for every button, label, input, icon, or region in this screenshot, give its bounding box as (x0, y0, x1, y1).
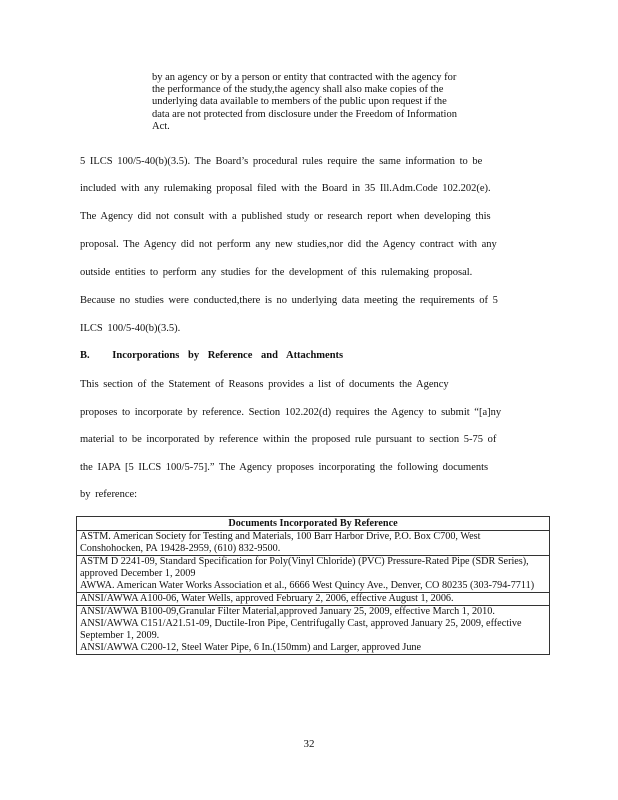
quote-line: underlying data available to members of the public upon request if the (152, 96, 447, 108)
references-table (76, 516, 550, 655)
table-row (77, 531, 550, 556)
block-quote (152, 72, 504, 133)
body-line: material to be incorporated by reference within the proposed rule pursuant to section 5-75 of (80, 434, 497, 445)
body-line: 5 ILCS 100/5-40(b)(3.5). The Board’s procedural rules require the same information to be (80, 156, 483, 167)
body-line: Because no studies were conducted,there is no underlying data meeting the requirements of 5 (80, 295, 498, 306)
reference-entry: AWWA. American Water Works Association et al., 6666 West Quincy Ave., Denver, CO 80235 (303-794-7711) (77, 580, 550, 593)
table-header-row (77, 517, 550, 531)
quote-line: data are not protected from disclosure under the Freedom of Information (152, 108, 457, 120)
body-line: proposal. The Agency did not perform any new studies,nor did the Agency contract with any (80, 239, 497, 250)
body-line: the IAPA [5 ILCS 100/5-75].” The Agency proposes incorporating the following documents (80, 462, 489, 473)
body-line: included with any rulemaking proposal filed with the Board in 35 Ill.Adm.Code 102.202(e). (80, 183, 491, 194)
table-row (77, 556, 550, 581)
quote-line: by an agency or by a person or entity that contracted with the agency for (152, 72, 457, 83)
table-row (77, 618, 550, 642)
reference-entry: ANSI/AWWA A100-06, Water Wells, approved February 2, 2006, effective August 1, 2006. (77, 593, 550, 606)
table-header: Documents Incorporated By Reference (77, 517, 550, 531)
body-line: outside entities to perform any studies for the development of this rulemaking proposal. (80, 267, 473, 278)
reference-entry: ASTM D 2241-09, Standard Specification for Poly(Vinyl Chloride) (PVC) Pressure-Rated Pipe (SDR Series), approved December 1, 2009 (77, 556, 550, 581)
reference-entry: ASTM. American Society for Testing and Materials, 100 Barr Harbor Drive, P.O. Box C700, West Conshohocken, PA 19428-2959, (610) 832-9500. (77, 531, 550, 556)
body-line: This section of the Statement of Reasons provides a list of documents the Agency (80, 379, 449, 390)
section-heading (80, 350, 343, 361)
quote-line: the performance of the study,the agency shall also make copies of the (152, 84, 444, 96)
table-row (77, 580, 550, 593)
page-number: 32 (303, 738, 315, 750)
reference-entry: ANSI/AWWA C200-12, Steel Water Pipe, 6 In.(150mm) and Larger, approved June (77, 642, 550, 655)
section-letter: B. (80, 350, 90, 361)
table-row (77, 642, 550, 655)
table-row (77, 606, 550, 619)
quote-line: Act. (152, 120, 170, 132)
body-line: The Agency did not consult with a published study or research report when developing this (80, 211, 491, 222)
reference-entry: ANSI/AWWA C151/A21.51-09, Ductile-Iron Pipe, Centrifugally Cast, approved January 25, 2009, effective September 1, 2009. (77, 618, 550, 642)
section-title: Incorporations by Reference and Attachments (112, 350, 344, 361)
table-row (77, 593, 550, 606)
body-line: ILCS 100/5-40(b)(3.5). (80, 323, 181, 334)
body-line: proposes to incorporate by reference. Section 102.202(d) requires the Agency to submit “[a]ny (80, 407, 502, 418)
body-line: by reference: (80, 489, 138, 500)
reference-entry: ANSI/AWWA B100-09,Granular Filter Material,approved January 25, 2009, effective March 1, 2010. (77, 606, 550, 619)
